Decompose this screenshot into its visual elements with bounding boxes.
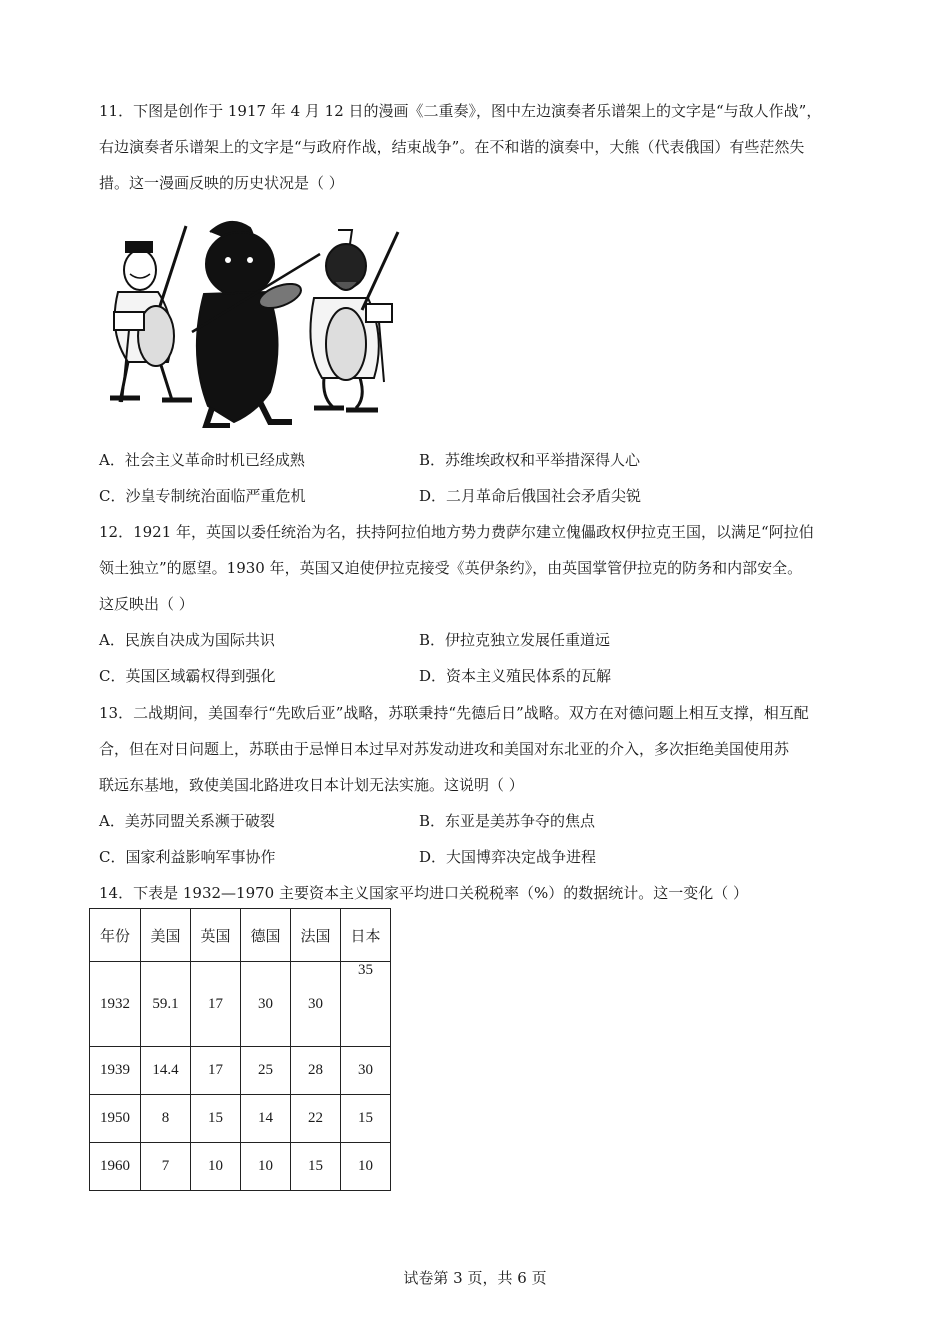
page-footer: 试卷第 3 页，共 6 页 <box>403 1269 547 1287</box>
table-cell: 1939 <box>90 1047 141 1095</box>
table-cell: 7 <box>141 1143 191 1191</box>
q12-stem-line-3: 这反映出（ ） <box>99 595 194 613</box>
table-cell: 30 <box>291 962 341 1047</box>
table-cell: 15 <box>341 1095 391 1143</box>
q12-option-d: D．资本主义殖民体系的瓦解 <box>419 667 612 685</box>
q13-option-c: C．国家利益影响军事协作 <box>99 848 276 866</box>
table-cell: 17 <box>191 962 241 1047</box>
table-cell: 14 <box>241 1095 291 1143</box>
table-cell: 10 <box>191 1143 241 1191</box>
q13-option-a: A．美苏同盟关系濒于破裂 <box>99 812 275 830</box>
table-header-cell: 日本 <box>341 909 391 962</box>
duet-cartoon-image <box>100 212 406 428</box>
table-row <box>90 962 391 1047</box>
table-header-cell: 美国 <box>141 909 191 962</box>
q14-stem-line: 14．下表是 1932—1970 主要资本主义国家平均进口关税税率（%）的数据统计。这一变化（ ） <box>99 884 748 902</box>
tariff-table <box>89 908 391 1191</box>
table-cell: 10 <box>241 1143 291 1191</box>
bear-figure <box>192 222 320 426</box>
table-cell: 15 <box>191 1095 241 1143</box>
left-musician-figure <box>110 226 192 402</box>
table-row <box>90 1095 391 1143</box>
table-header-cell: 英国 <box>191 909 241 962</box>
table-cell: 15 <box>291 1143 341 1191</box>
table-cell: 59.1 <box>141 962 191 1047</box>
q11-option-d: D．二月革命后俄国社会矛盾尖锐 <box>419 487 642 505</box>
table-header-cell: 年份 <box>90 909 141 962</box>
table-header-cell: 德国 <box>241 909 291 962</box>
q13-option-d: D．大国博弈决定战争进程 <box>419 848 597 866</box>
table-header-cell: 法国 <box>291 909 341 962</box>
q12-option-c: C．英国区域霸权得到强化 <box>99 667 276 685</box>
table-cell: 25 <box>241 1047 291 1095</box>
table-row <box>90 1047 391 1095</box>
table-cell: 1960 <box>90 1143 141 1191</box>
q11-stem-line-2: 右边演奏者乐谱架上的文字是“与政府作战，结束战争”。在不和谐的演奏中，大熊（代表俄国）有些茫然失 <box>99 138 805 156</box>
table-cell: 17 <box>191 1047 241 1095</box>
q11-option-c: C．沙皇专制统治面临严重危机 <box>99 487 306 505</box>
q12-stem-line-1: 12．1921 年，英国以委任统治为名，扶持阿拉伯地方势力费萨尔建立傀儡政权伊拉克王国，以满足“阿拉伯 <box>99 523 814 541</box>
table-cell: 1950 <box>90 1095 141 1143</box>
q11-stem-line-1: 11．下图是创作于 1917 年 4 月 12 日的漫画《二重奏》，图中左边演奏者乐谱架上的文字是“与敌人作战”， <box>99 102 822 120</box>
right-musician-figure <box>310 230 398 410</box>
q11-option-b: B．苏维埃政权和平举措深得人心 <box>419 451 641 469</box>
table-header-row <box>90 909 391 962</box>
table-cell: 8 <box>141 1095 191 1143</box>
table-cell: 14.4 <box>141 1047 191 1095</box>
table-row <box>90 1143 391 1191</box>
q13-option-b: B．东亚是美苏争夺的焦点 <box>419 812 596 830</box>
table-cell: 1932 <box>90 962 141 1047</box>
table-cell: 28 <box>291 1047 341 1095</box>
q12-stem-line-2: 领土独立”的愿望。1930 年，英国又迫使伊拉克接受《英伊条约》，由英国掌管伊拉克的防务和内部安全。 <box>99 559 803 577</box>
table-cell: 22 <box>291 1095 341 1143</box>
q13-stem-line-3: 联远东基地，致使美国北路进攻日本计划无法实施。这说明（ ） <box>99 776 524 794</box>
q13-stem-line-1: 13．二战期间，美国奉行“先欧后亚”战略，苏联秉持“先德后日”战略。双方在对德问题上相互支撑，相互配 <box>99 704 809 722</box>
q12-option-b: B．伊拉克独立发展任重道远 <box>419 631 611 649</box>
table-cell: 35 <box>341 962 391 1047</box>
q11-option-a: A．社会主义革命时机已经成熟 <box>99 451 305 469</box>
q11-stem-line-3: 措。这一漫画反映的历史状况是（ ） <box>99 174 344 192</box>
table-cell: 30 <box>241 962 291 1047</box>
table-cell: 10 <box>341 1143 391 1191</box>
q12-option-a: A．民族自决成为国际共识 <box>99 631 275 649</box>
q13-stem-line-2: 合，但在对日问题上，苏联由于忌惮日本过早对苏发动进攻和美国对东北亚的介入，多次拒绝美国使用苏 <box>99 740 790 758</box>
table-cell: 30 <box>341 1047 391 1095</box>
